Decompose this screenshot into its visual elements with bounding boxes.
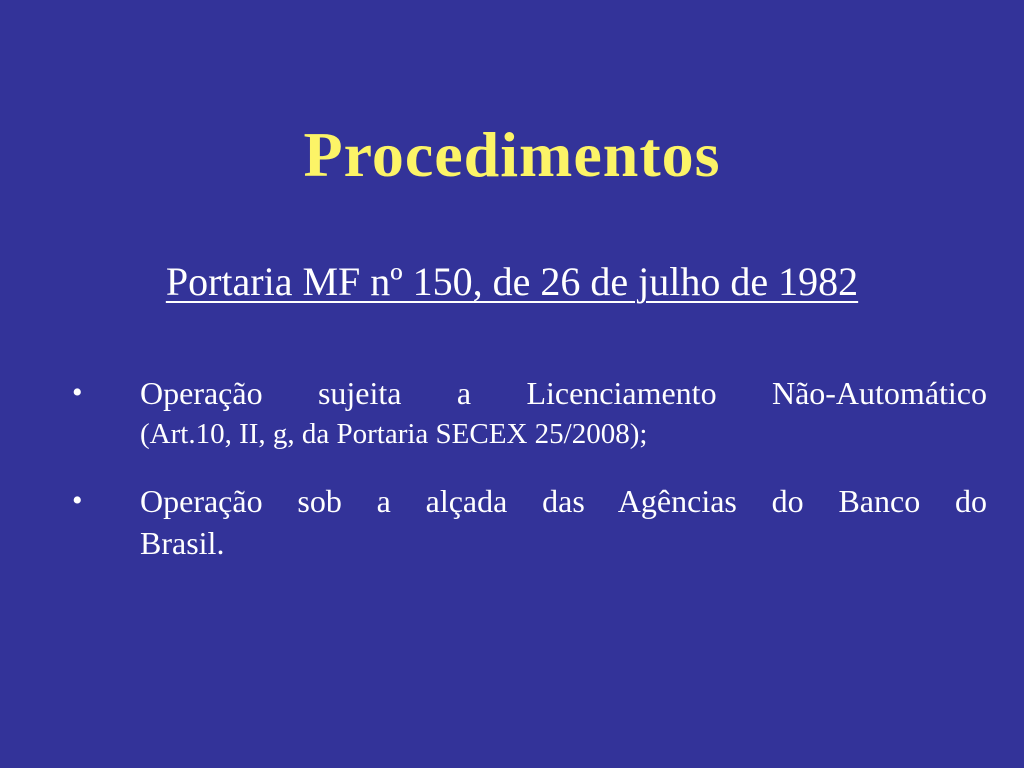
bullet-1-line-1: Operação sujeita a Licenciamento Não-Automático [140, 375, 987, 411]
slide-title: Procedimentos [303, 119, 721, 190]
bullet-2-content [140, 480, 987, 564]
slide-subtitle-text: Portaria MF nº 150, de 26 de julho de 1982 [165, 259, 859, 304]
bullet-1-line-2: (Art.10, II, g, da Portaria SECEX 25/2008); [140, 418, 648, 450]
bullet-icon: • [72, 376, 83, 409]
bullet-2-line-2: Brasil. [140, 525, 225, 561]
bullet-list [72, 372, 987, 590]
bullet-2-line-1: Operação sob a alçada das Agências do Banco do [140, 483, 987, 519]
bullet-item-2 [72, 480, 987, 564]
slide-subtitle [0, 258, 1024, 305]
bullet-item-1 [72, 372, 987, 454]
bullet-1-content [140, 372, 987, 454]
bullet-icon: • [72, 484, 83, 517]
